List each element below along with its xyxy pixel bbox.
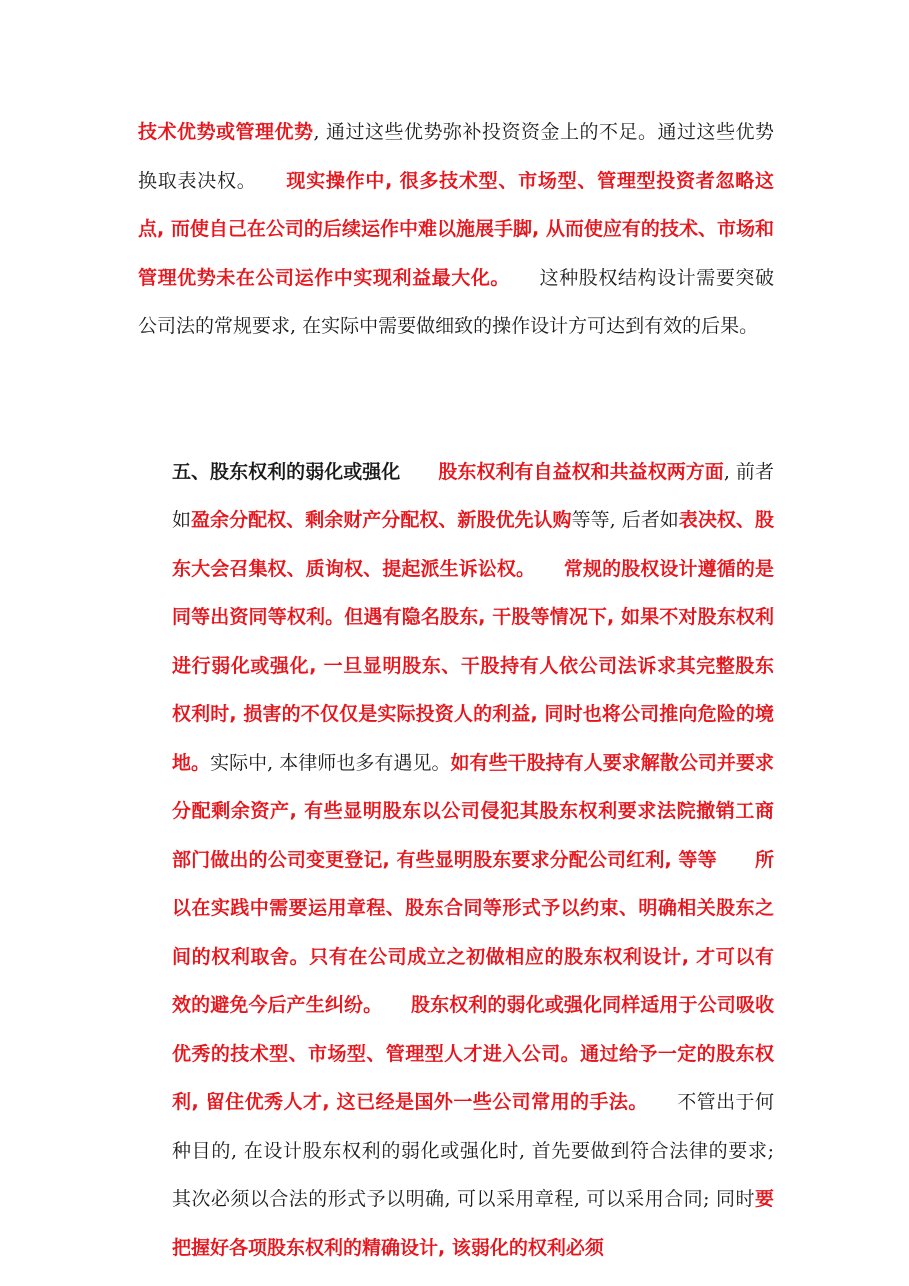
text-segment: 实际中, 本律师也多有遇见。 — [210, 751, 451, 774]
text-segment: 现实操作中, 很多技术型、市场型、管理型投资者忽略这点, 而使自己在公司的后续运作中难以施展手脚, 从而使应有的技术、市场和管理优势未在公司运作中实现利益最大化。 — [138, 169, 774, 289]
section-heading: 五、股东权利的弱化或强化 — [172, 460, 401, 483]
text-segment: 盈余分配权、剩余财产分配权、新股优先认购 — [191, 509, 572, 531]
document-page — [138, 108, 774, 1272]
text-segment: 股东权利有自益权和共益权两方面 — [438, 460, 724, 483]
text-segment: 要把握好各项股东权利的精确设计, 该弱化的权利必须 — [172, 1188, 774, 1259]
text-segment: 等等, 后者如 — [571, 509, 679, 531]
paragraph-shareholder-rights — [138, 448, 774, 1273]
paragraph-equity-advantage — [138, 108, 774, 351]
text-segment: 技术优势或管理优势 — [138, 121, 314, 143]
text-segment: 表决权、股东大会召集权、质询权、提起派生诉讼权。 常规的股权设计遵循的是同等出资同等权利。但遇有隐名股东, 干股等情况下, 如果不对股东权利进行弱化或强化, 一旦显明股东、干股持有人依公司法诉求其完整股东权利时, 损害的不仅仅是实际投资人的利益, 同时也将公司推向危险的境地。 — [172, 509, 774, 774]
text-segment: 这种股权结构设计需要突破公司法的常规要求, 在实际中需要做细致的操作设计方可达到有效的后果。 — [138, 266, 774, 337]
text-segment: , 通过这些优势弥补投资资金上的不足。通过这些优势换取表决权。 — [138, 121, 774, 192]
text-segment: , 前者如 — [172, 460, 774, 531]
paragraph-spacer — [138, 351, 774, 448]
text-segment: 不管出于何种目的, 在设计股东权利的弱化或强化时, 首先要做到符合法律的要求; 其次必须以合法的形式予以明确, 可以采用章程, 可以采用合同; 同时 — [172, 1091, 774, 1210]
text-segment — [400, 461, 438, 483]
text-segment: 如有些干股持有人要求解散公司并要求分配剩余资产, 有些显明股东以公司侵犯其股东权利要求法院撤销工商部门做出的公司变更登记, 有些显明股东要求分配公司红利, 等等 所以在实践中需要运用章程、股东合同等形式予以约束、明确相关股东之间的权利取舍。只有在公司成立之初做相应的股东权利设计, 才可以有效的避免今后产生纠纷。 股东权利的弱化或强化同样适用于公司吸收优秀的技术型、市场型、管理型人才进入公司。通过给予一定的股东权利, 留住优秀人才, 这已经是国外一些公司常用的手法。 — [172, 751, 774, 1113]
